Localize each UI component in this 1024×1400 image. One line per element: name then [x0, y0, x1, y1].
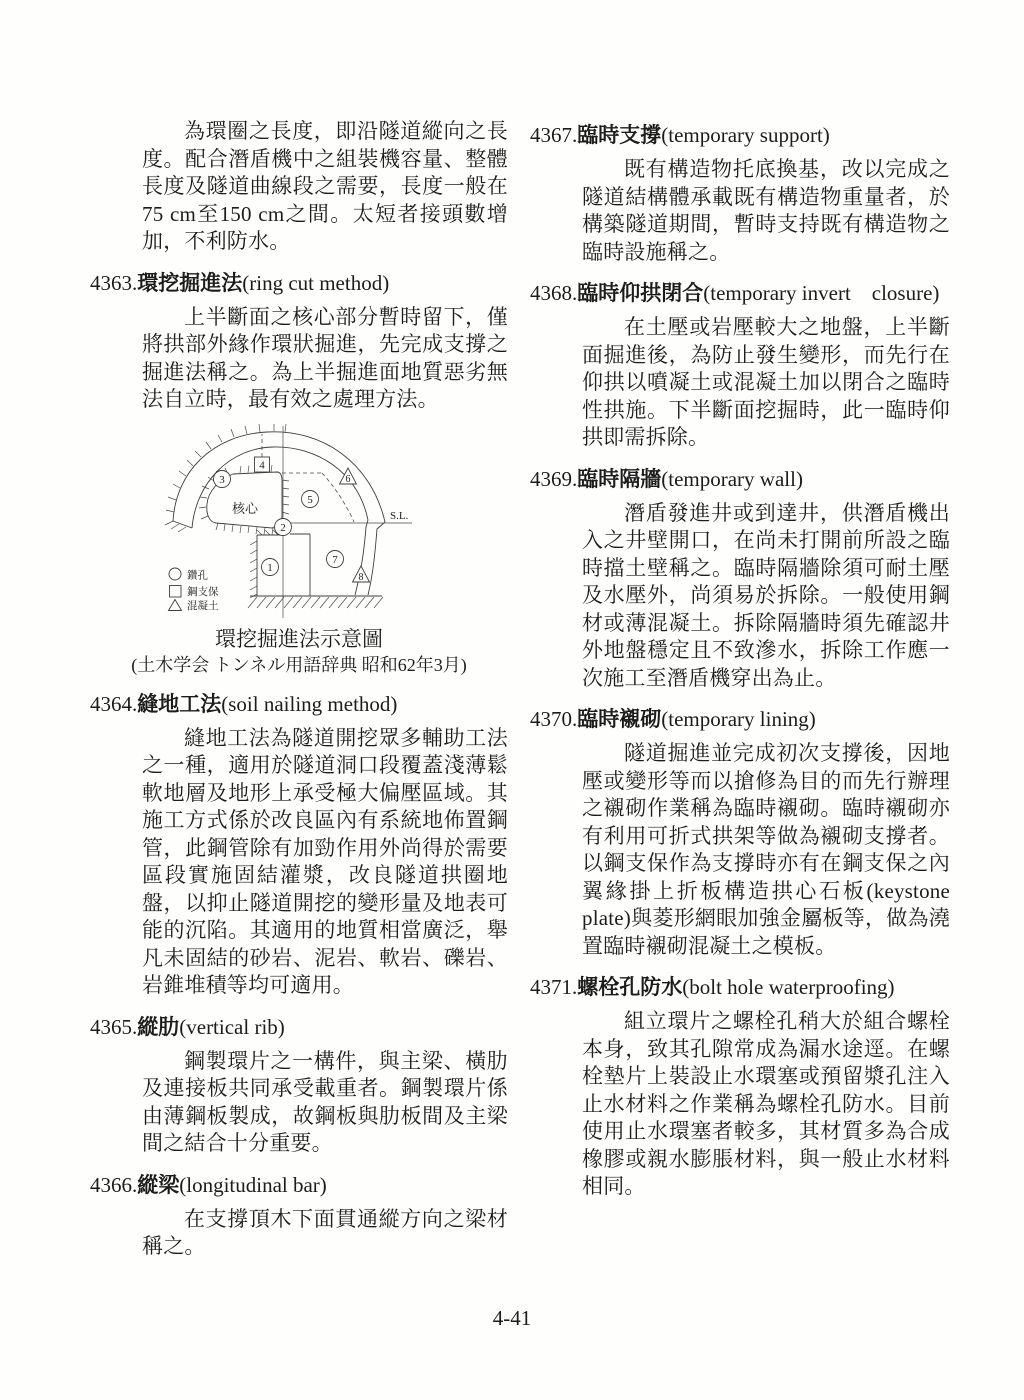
entry-body: 潛盾發進井或到達井，供潛盾機出入之井壁開口，在尚未打開前所設之臨時擋土壁稱之。臨時隔牆除須可耐土壓及水壓外，尚須易於拆除。一般使用鋼材或薄混凝土。拆除隔牆時須先確認井外地盤穩定且不致滲水，拆除工作應一次施工至潛盾機穿出為止。 [582, 500, 950, 690]
entry-body: 鋼製環片之一構件，與主梁、橫肋及連接板共同承受載重者。鋼製環片係由薄鋼板製成，故鋼板與肋板間及主梁間之結合十分重要。 [142, 1048, 508, 1155]
entry-4369 [530, 466, 950, 693]
entry-number: 4364. [90, 691, 138, 716]
entry-term-en: (vertical rib) [179, 1014, 285, 1039]
entry-4367 [530, 122, 950, 266]
ring-cut-figure [90, 424, 508, 677]
entry-term-zh: 環挖掘進法 [137, 270, 243, 295]
entry-term-en: (ring cut method) [242, 270, 390, 295]
entry-term-zh: 縫地工法 [137, 691, 222, 716]
entry-4363 [90, 270, 508, 414]
entry-body: 組立環片之螺栓孔稍大於組合螺栓本身，致其孔隙常成為漏水途逕。在螺栓墊片上裝設止水環塞或預留漿孔注入止水材料之作業稱為螺栓孔防水。目前使用止水環塞者較多，其材質多為合成橡膠或親水膨脹材料，與一般止水材料相同。 [582, 1009, 950, 1198]
marker-5-label: 5 [307, 493, 313, 506]
springline-label: S.L. [390, 509, 409, 522]
entry-heading [530, 974, 950, 1001]
entry-4370 [530, 706, 950, 960]
entry-heading [530, 122, 950, 149]
entry-body: 縫地工法為隧道開挖眾多輔助工法之一種，適用於隧道洞口段覆蓋淺薄鬆軟地層及地形上承受極大偏壓區域。其施工方式係於改良區內有系統地佈置鋼管，此鋼管除有加勁作用外尚得於需要區段實施固結灌漿，改良隧道拱圈地盤，以抑止隧道開挖的變形量及地表可能的沉陷。其適用的地質相當廣泛，舉凡未固結的砂岩、泥岩、軟岩、礫岩、岩錐堆積等均可適用。 [142, 725, 508, 997]
entry-heading [90, 1172, 508, 1199]
continuation-paragraph: 為環圈之長度，即沿隧道縱向之長度。配合潛盾機中之組裝機容量、整體長度及隧道曲線段之需要，長度一般在75 cm至150 cm之間。太短者接頭數增加，不利防水。 [142, 119, 508, 253]
entry-number: 4366. [90, 1172, 138, 1197]
ground-hatching [248, 597, 383, 608]
entry-term-en: (temporary support) [661, 123, 830, 147]
tunnel-cross-section-diagram [90, 424, 510, 624]
entry-heading [90, 270, 508, 297]
entry-heading [530, 706, 950, 733]
entry-term-zh: 臨時襯砌 [577, 707, 662, 731]
entry-body: 上半斷面之核心部分暫時留下，僅將拱部外緣作環狀掘進，先完成支撐之掘進法稱之。為上半掘進面地質惡劣無法自立時，最有效之處理方法。 [142, 304, 508, 411]
entry-number: 4371. [530, 975, 578, 999]
entry-number: 4365. [90, 1014, 138, 1039]
marker-8-label: 8 [358, 571, 364, 583]
wall-outer-edge [368, 522, 385, 595]
entry-term-en: (soil nailing method) [221, 691, 398, 716]
steel-support-legend-icon [170, 585, 182, 597]
entry-4365 [90, 1014, 508, 1158]
entry-heading [90, 1014, 508, 1041]
figure-source: (土木学会 トンネル用語辞典 昭和62年3月) [131, 654, 467, 675]
core-label: 核心 [231, 500, 259, 516]
entry-heading [530, 280, 950, 307]
entry-number: 4363. [90, 270, 138, 295]
entry-term-zh: 臨時隔牆 [577, 466, 662, 491]
concrete-legend-icon [169, 599, 182, 610]
entry-4368 [530, 280, 950, 452]
entry-body: 隧道掘進並完成初次支撐後，因地壓或變形等而以搶修為目的而先行辦理之襯砌作業稱為臨時襯砌。臨時襯砌亦有利用可折式拱架等做為襯砌支撐者。以鋼支保作為支撐時亦有在鋼支保之內翼緣掛上折板構造拱心石板(keystone plate)與菱形網眼加強金屬板等，做為澆置臨時襯砌混凝土之模板。 [582, 741, 950, 958]
entry-term-zh: 臨時支撐 [577, 123, 662, 147]
entry-body: 既有構造物托底換基，改以完成之隧道結構體承載既有構造物重量者，於構築隧道期間，暫時支持既有構造物之臨時設施稱之。 [582, 157, 950, 264]
arch-left-end-cap [173, 521, 192, 528]
entry-body: 在支撐頂木下面貫通縱方向之梁材稱之。 [142, 1206, 508, 1258]
entry-heading [90, 691, 508, 718]
marker-3-label: 3 [219, 473, 225, 486]
entry-body: 在土壓或岩壓較大之地盤，上半斷面掘進後，為防止發生變形，而先行在仰拱以噴凝土或混凝土加以閉合之臨時性拱施。下半斷面挖掘時，此一臨時仰拱即需拆除。 [582, 315, 950, 449]
legend-label-drill-hole: 鑽孔 [187, 570, 208, 581]
entry-number: 4368. [530, 281, 578, 305]
entry-number: 4367. [530, 123, 578, 147]
drill-hole-legend-icon [169, 568, 181, 580]
stage-markers [214, 457, 370, 583]
entry-term-zh: 螺栓孔防水 [577, 975, 683, 999]
entry-heading [530, 466, 950, 493]
marker-4-label: 4 [259, 459, 265, 471]
entry-4371 [530, 974, 950, 1201]
left-column [90, 118, 508, 1261]
wall-inner-edge [355, 520, 368, 595]
entry-term-zh: 縱梁 [137, 1172, 180, 1197]
entry-term-en: (bolt hole waterproofing) [682, 975, 895, 999]
marker-7-label: 7 [332, 553, 338, 566]
marker-1-label: 1 [267, 561, 273, 574]
entry-number: 4369. [530, 466, 578, 491]
entry-term-zh: 臨時仰拱閉合 [577, 281, 704, 305]
entry-number: 4370. [530, 707, 578, 731]
marker-6-label: 6 [345, 473, 351, 485]
entry-4364 [90, 691, 508, 1000]
figure-caption: 環挖掘進法示意圖 [215, 626, 383, 651]
entry-term-en: (temporary invert closure) [703, 281, 940, 305]
entry-4366 [90, 1172, 508, 1261]
arch-inner-arc [192, 446, 368, 527]
marker-2-label: 2 [280, 521, 286, 534]
entry-term-zh: 縱肋 [137, 1014, 180, 1039]
figure-legend [169, 568, 219, 612]
right-column [530, 118, 950, 1201]
entry-term-en: (temporary wall) [661, 466, 803, 491]
entry-term-en: (longitudinal bar) [179, 1172, 327, 1197]
legend-label-concrete: 混凝土 [187, 600, 219, 612]
entry-term-en: (temporary lining) [661, 707, 816, 731]
page-number: 4-41 [492, 1306, 532, 1330]
legend-label-steel-support: 鋼支保 [187, 586, 219, 598]
